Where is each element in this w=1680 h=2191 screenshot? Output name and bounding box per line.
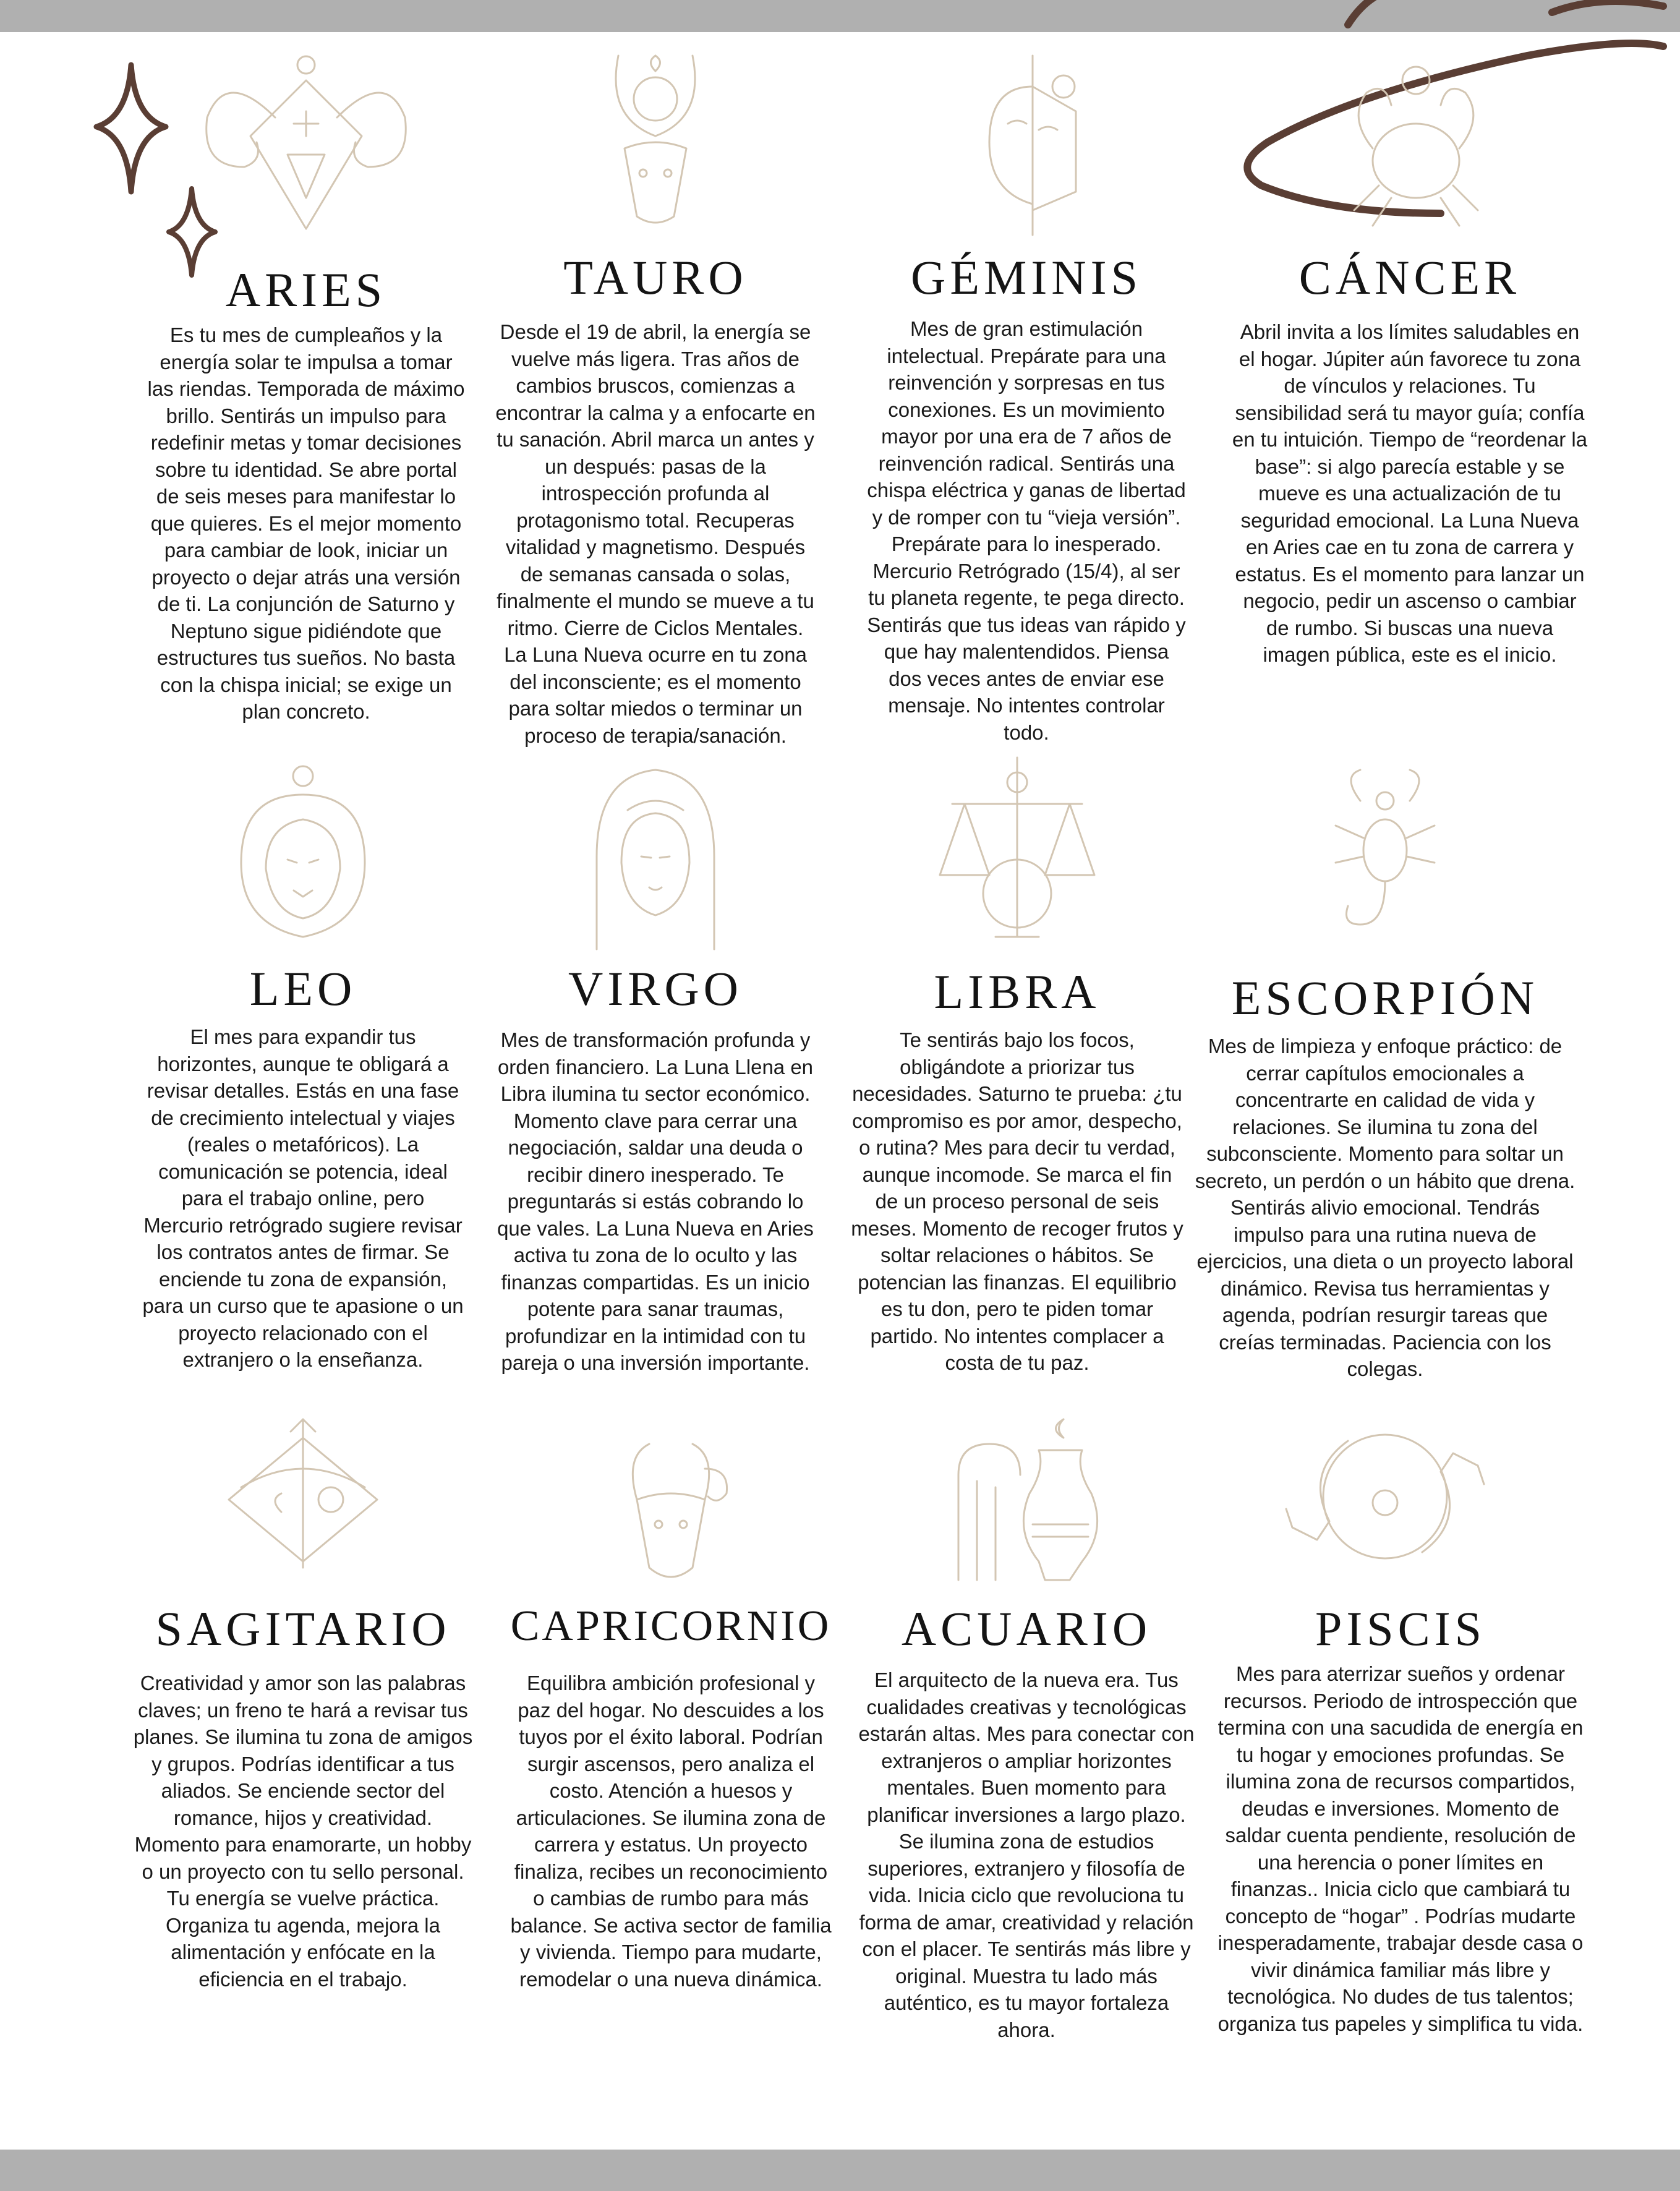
sign-name: SAGITARIO <box>155 1602 451 1655</box>
sign-description: Mes de gran estimulación intelectual. Prepárate para una reinvención y sorpresas en tus conexiones. Es un movimiento mayor por una era de 7 años de reinvención radical. Sentirás una chispa eléctrica y ganas de libertad y de romper con tu “vieja versión”. Prepárate para lo inesperado. Mercurio Retrógrado (15/4), al ser tu planeta regente, te pega directo. Sentirás que tus ideas van rápido y que hay malentendidos. Piensa dos veces antes de enviar ese mensaje. No intentes controlar todo. <box>867 317 1186 744</box>
sign-description: Es tu mes de cumpleaños y la energía solar te impulsa a tomar las riendas. Temporada de máximo brillo. Sentirás un impulso para redefinir metas y tomar decisiones sobre tu identidad. Se abre portal de seis meses para manifestar lo que quieres. Es el mejor momento para cambiar de look, iniciar un proyecto o dejar atrás una versión de ti. La conjunción de Saturno y Neptuno sigue pidiéndote que estructures tus sueños. No basta con la chispa inicial; se exige un plan concreto. <box>147 323 465 723</box>
sign-capricornio <box>510 1407 832 2143</box>
sign-sagitario <box>133 1407 473 2143</box>
sign-piscis <box>1212 1407 1589 2143</box>
bottom-bar <box>0 2150 1680 2191</box>
sign-leo <box>142 751 464 1432</box>
sign-virgo <box>495 751 816 1432</box>
sign-name: PISCIS <box>1315 1602 1486 1655</box>
sign-name: GÉMINIS <box>911 250 1142 304</box>
scorpion-icon <box>1323 764 1447 955</box>
sign-name: LEO <box>249 962 357 1015</box>
sign-escorpion <box>1193 751 1577 1432</box>
crab-icon <box>1336 43 1496 235</box>
sign-name: LIBRA <box>934 965 1101 1019</box>
bull-icon <box>581 43 730 241</box>
sign-description: El mes para expandir tus horizontes, aunque te obligará a revisar detalles. Estás en una fase de crecimiento intelectual y viajes (reales o metafóricos). La comunicación se potencia, ideal para el trabajo online, pero Mercurio retrógrado sugiere revisar los contratos antes de firmar. Se enciende tu zona de expansión, para un curso que te apasione o un proyecto relacionado con el extranjero o la enseñanza. <box>142 1025 464 1371</box>
scales-icon <box>934 751 1101 955</box>
sign-geminis <box>866 37 1187 754</box>
sign-description: El arquitecto de la nueva era. Tus cualidades creativas y tecnológicas estarán altas. Mes para conectar con extranjeros o ampliar horizontes mentales. Buen momento para planificar inversiones a largo plazo. Se ilumina zona de estudios superiores, extranjero y filosofía de vida. Inicia ciclo que revoluciona tu forma de amar, creatividad y relación con el placer. Te sentirás más libre y original. Muestra tu lado más auténtico, es tu mayor fortaleza ahora. <box>858 1668 1195 2041</box>
sign-name: CÁNCER <box>1298 250 1521 304</box>
sign-name: ACUARIO <box>901 1602 1152 1655</box>
sign-description: Equilibra ambición profesional y paz del hogar. No descuides a los tuyos por el éxito laboral. Podrían surgir ascensos, pero analiza el costo. Atención a huesos y articulaciones. Se ilumina zona de carrera y estatus. Un proyecto finaliza, recibes un reconocimiento o cambias de rumbo para más balance. Se activa sector de familia y vivienda. Tiempo para mudarte, remodelar o una nueva dinámica. <box>510 1672 832 1991</box>
sign-libra <box>850 751 1184 1432</box>
fishes-icon <box>1280 1416 1490 1583</box>
sign-acuario <box>853 1407 1200 2143</box>
ram-icon <box>182 43 430 247</box>
sign-description: Creatividad y amor son las palabras claves; un freno te hará a revisar tus planes. Se ilumina tu zona de amigos y grupos. Podrías identificar a tus aliados. Se enciende sector del romance, hijos y creatividad. Momento para enamorarte, un hobby o un proyecto con tu sello personal. Tu energía se vuelve práctica. Organiza tu agenda, mejora la alimentación y enfócate en la eficiencia en el trabajo. <box>133 1672 473 1991</box>
sign-description: Te sentirás bajo los focos, obligándote a priorizar tus necesidades. Saturno te prueba: ¿tu compromiso es por amor, despecho, o rutina? Mes para decir tu verdad, aunque incomode. Se marca el fin de un proceso personal de seis meses. Momento de recoger frutos y soltar relaciones o hábitos. Se potencian las finanzas. El equilibrio es tu don, pero te piden tomar partido. No intentes complacer a costa de tu paz. <box>851 1028 1183 1374</box>
sign-name: VIRGO <box>568 962 743 1015</box>
sign-name: ESCORPIÓN <box>1231 971 1539 1025</box>
goat-icon <box>606 1432 736 1592</box>
sign-cancer <box>1230 37 1589 754</box>
sign-aries <box>145 37 467 754</box>
maiden-icon <box>584 764 727 955</box>
bow-arrow-icon <box>216 1413 390 1574</box>
sign-description: Desde el 19 de abril, la energía se vuelve más ligera. Tras años de cambios bruscos, comienzas a encontrar la calma y a enfocarte en tu sanación. Abril marca un antes y un después: pasas de la introspección profunda al protagonismo total. Recuperas vitalidad y magnetismo. Después de semanas cansada o solas, finalmente el mundo se mueve a tu ritmo. Cierre de Ciclos Mentales. La Luna Nueva ocurre en tu zona del inconsciente; es el momento para soltar miedos o terminar un proceso de terapia/sanación. <box>495 320 816 747</box>
sign-name: ARIES <box>225 263 387 317</box>
sign-description: Mes de transformación profunda y orden financiero. La Luna Llena en Libra ilumina tu sector económico. Momento clave para cerrar una negociación, saldar una deuda o recibir dinero inesperado. Te preguntarás si estás cobrando lo que vales. La Luna Nueva en Aries activa tu zona de lo oculto y las finanzas compartidas. Es un inicio potente para sanar traumas, profundizar en la intimidad con tu pareja o una inversión importante. <box>497 1028 814 1374</box>
lion-icon <box>223 758 383 943</box>
sign-name: TAURO <box>563 250 748 304</box>
sign-description: Mes para aterrizar sueños y ordenar recursos. Periodo de introspección que termina con una sacudida de energía en tu hogar y emociones profundas. Se ilumina zona de recursos compartidos, deudas e inversiones. Momento de saldar cuenta pendiente, resolución de una herencia o poner límites en finanzas.. Inicia ciclo que cambiará tu concepto de “hogar” . Podrías mudarte inesperadamente, trabajar desde casa o vivir dinámica familiar más libre y tecnológica. No dudes de tus talentos; organiza tus papeles y simplifica tu vida. <box>1217 1662 1584 2035</box>
sign-description: Abril invita a los límites saludables en el hogar. Júpiter aún favorece tu zona de vínculos y relaciones. Tu sensibilidad será tu mayor guía; confía en tu intuición. Tiempo de “reordenar la base”: si algo parecía estable y se mueve es una actualización de tu seguridad emocional. La Luna Nueva en Aries cae en tu zona de carrera y estatus. Es el momento para lanzar un negocio, pedir un ascenso o cambiar de rumbo. Si buscas una nueva imagen pública, este es el inicio. <box>1232 320 1588 666</box>
twins-icon <box>971 49 1094 241</box>
sign-tauro <box>495 37 816 754</box>
water-vase-icon <box>940 1407 1119 1586</box>
sign-description: Mes de limpieza y enfoque práctico: de cerrar capítulos emocionales a concentrarte en calidad de vida y relaciones. Se ilumina tu zona del subconsciente. Momento para soltar un secreto, un perdón o un hábito que drena. Sentirás alivio emocional. Tendrás impulso para una rutina nueva de ejercicios, una dieta o un proyecto laboral dinámico. Revisa tus herramientas y agenda, podrían resurgir tareas que creías terminadas. Paciencia con los colegas. <box>1195 1035 1576 1380</box>
sign-name: CAPRICORNIO <box>510 1602 832 1650</box>
